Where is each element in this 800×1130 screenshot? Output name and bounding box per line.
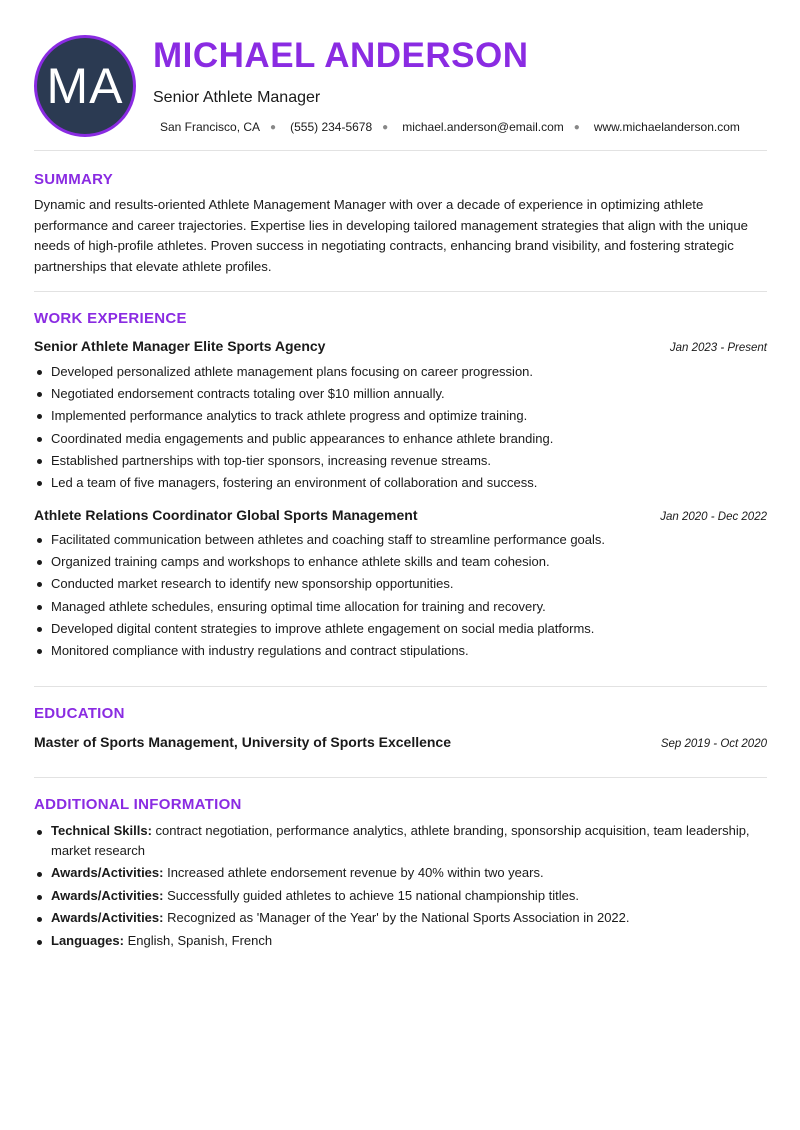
item-label: Awards/Activities: xyxy=(51,887,164,903)
section-divider xyxy=(34,291,767,292)
contact-website[interactable]: www.michaelanderson.com xyxy=(593,120,740,134)
item-text: Increased athlete endorsement revenue by 40% within two years. xyxy=(163,865,544,880)
list-item: Implemented performance analytics to track athlete progress and optimize training. xyxy=(34,405,767,427)
list-item: Negotiated endorsement contracts totaling over $10 million annually. xyxy=(34,383,767,405)
item-label: Awards/Activities: xyxy=(51,910,164,925)
list-item xyxy=(34,821,767,860)
candidate-name: MICHAEL ANDERSON xyxy=(153,36,529,75)
list-item: Conducted market research to identify new sponsorship opportunities. xyxy=(34,573,767,595)
section-divider xyxy=(34,686,767,687)
education-heading: EDUCATION xyxy=(34,705,125,722)
item-label: Awards/Activities: xyxy=(51,865,164,880)
job-dates: Jan 2020 - Dec 2022 xyxy=(660,511,767,523)
list-item: Monitored compliance with industry regulations and contract stipulations. xyxy=(34,640,767,662)
list-item: Developed digital content strategies to improve athlete engagement on social media platforms. xyxy=(34,618,767,640)
item-label: Technical Skills: xyxy=(51,823,152,838)
item-label: Languages: xyxy=(51,932,124,948)
candidate-title: Senior Athlete Manager xyxy=(153,89,321,106)
additional-info-heading: ADDITIONAL INFORMATION xyxy=(34,796,242,813)
job-header xyxy=(34,507,767,523)
list-item: Established partnerships with top-tier sponsors, increasing revenue streams. xyxy=(34,450,767,472)
summary-heading: SUMMARY xyxy=(34,171,114,188)
bullet-separator-icon: ● xyxy=(573,121,580,133)
work-experience-heading: WORK EXPERIENCE xyxy=(34,310,187,327)
list-item: Organized training camps and workshops to enhance athlete skills and team cohesion. xyxy=(34,551,767,573)
list-item: Led a team of five managers, fostering an environment of collaboration and success. xyxy=(34,472,767,494)
contact-phone: (555) 234-5678 xyxy=(290,120,373,134)
job-bullets xyxy=(34,361,767,494)
bullet-separator-icon: ● xyxy=(382,121,389,133)
list-item xyxy=(34,908,767,928)
summary-text: Dynamic and results-oriented Athlete Management Manager with over a decade of experience in optimizing athlete performance and career trajectories. Expertise lies in developing tailored management strategies that align with the unique needs of high-profile athletes. Proven success in negotiating contracts, enhancing brand visibility, and fostering strategic partnerships that elevate athlete profiles. xyxy=(34,197,748,274)
item-text: Recognized as 'Manager of the Year' by the National Sports Association in 2022. xyxy=(163,910,630,925)
education-entry xyxy=(34,734,767,750)
contact-location: San Francisco, CA xyxy=(160,120,261,134)
list-item xyxy=(34,863,767,883)
contact-info xyxy=(160,120,740,134)
job-title: Senior Athlete Manager Elite Sports Agency xyxy=(34,338,326,354)
job-header xyxy=(34,338,767,354)
job-bullets xyxy=(34,529,767,662)
job-dates: Jan 2023 - Present xyxy=(669,342,767,354)
list-item: Facilitated communication between athletes and coaching staff to streamline performance goals. xyxy=(34,529,767,551)
additional-info-list xyxy=(34,821,767,953)
avatar-initials: MA xyxy=(46,58,124,114)
list-item: Developed personalized athlete management plans focusing on career progression. xyxy=(34,361,767,383)
list-item: Managed athlete schedules, ensuring optimal time allocation for training and recovery. xyxy=(34,596,767,618)
item-text: English, Spanish, French xyxy=(123,932,273,948)
list-item xyxy=(34,886,767,906)
list-item xyxy=(34,931,767,951)
bullet-separator-icon: ● xyxy=(270,121,277,133)
degree: Master of Sports Management, University of Sports Excellence xyxy=(34,734,452,750)
contact-email[interactable]: michael.anderson@email.com xyxy=(402,120,564,134)
item-text: Successfully guided athletes to achieve 15 national championship titles. xyxy=(163,887,579,903)
avatar xyxy=(34,35,136,137)
item-text: contract negotiation, performance analytics, athlete branding, sponsorship acquisition, team leadership, market research xyxy=(51,823,750,858)
list-item: Coordinated media engagements and public appearances to enhance athlete branding. xyxy=(34,428,767,450)
section-divider xyxy=(34,150,767,151)
job-title: Athlete Relations Coordinator Global Sports Management xyxy=(34,507,418,523)
section-divider xyxy=(34,777,767,778)
education-dates: Sep 2019 - Oct 2020 xyxy=(660,738,767,750)
